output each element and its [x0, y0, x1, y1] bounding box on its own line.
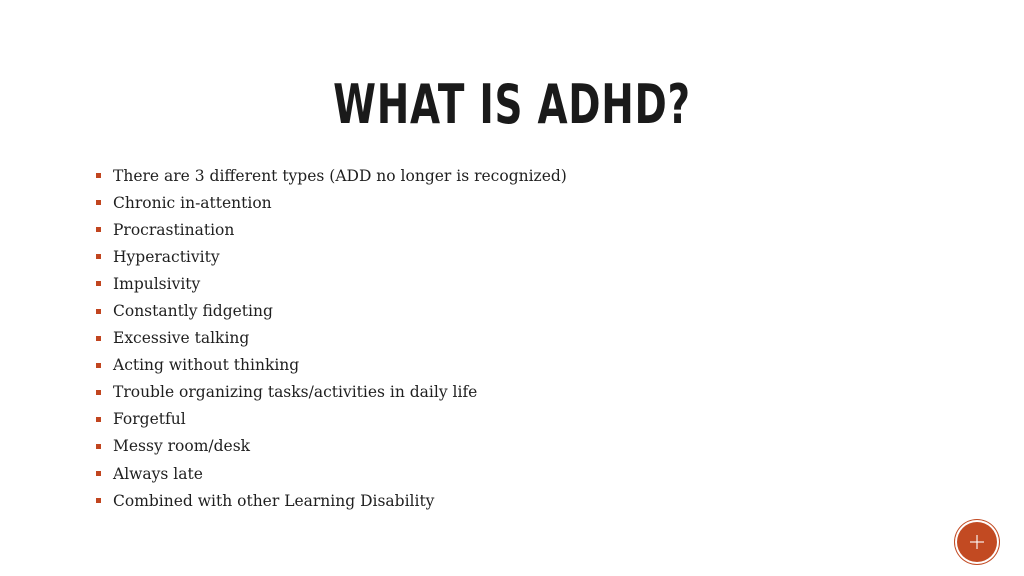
bullet-marker-icon	[96, 173, 101, 178]
bullet-marker-icon	[96, 417, 101, 422]
bullet-item	[96, 325, 567, 352]
bullet-marker-icon	[96, 471, 101, 476]
bullet-marker-icon	[96, 390, 101, 395]
bullet-marker-icon	[96, 363, 101, 368]
bullet-item	[96, 379, 567, 406]
bullet-text: Trouble organizing tasks/activities in daily life	[113, 383, 478, 402]
bullet-marker-icon	[96, 444, 101, 449]
bullet-text: Always late	[113, 464, 203, 483]
bullet-item	[96, 270, 567, 297]
bullet-item	[96, 216, 567, 243]
slide-nav-button[interactable]	[957, 522, 997, 562]
bullet-item	[96, 189, 567, 216]
bullet-item	[96, 487, 567, 514]
bullet-marker-icon	[96, 200, 101, 205]
bullet-text: Constantly fidgeting	[113, 302, 273, 321]
bullet-marker-icon	[96, 254, 101, 259]
bullet-marker-icon	[96, 227, 101, 232]
bullet-marker-icon	[96, 309, 101, 314]
bullet-text: Procrastination	[113, 220, 235, 239]
bullet-text: Chronic in-attention	[113, 193, 272, 212]
bullet-item	[96, 460, 567, 487]
bullet-item	[96, 352, 567, 379]
bullet-text: Impulsivity	[113, 274, 201, 293]
bullet-text: Forgetful	[113, 410, 186, 429]
bullet-text: Combined with other Learning Disability	[113, 491, 435, 510]
bullet-text: Hyperactivity	[113, 247, 220, 266]
bullet-marker-icon	[96, 281, 101, 286]
slide-title: WHAT IS ADHD?	[333, 73, 691, 136]
bullet-item	[96, 433, 567, 460]
bullet-text: Excessive talking	[113, 329, 250, 348]
bullet-text: Messy room/desk	[113, 437, 251, 456]
bullet-item	[96, 297, 567, 324]
bullet-list	[96, 162, 567, 514]
bullet-item	[96, 406, 567, 433]
bullet-item	[96, 243, 567, 270]
bullet-marker-icon	[96, 498, 101, 503]
bullet-item	[96, 162, 567, 189]
bullet-text: There are 3 different types (ADD no longer is recognized)	[113, 166, 567, 185]
bullet-text: Acting without thinking	[113, 356, 300, 375]
bullet-marker-icon	[96, 336, 101, 341]
slide-nav-icon	[970, 535, 984, 549]
